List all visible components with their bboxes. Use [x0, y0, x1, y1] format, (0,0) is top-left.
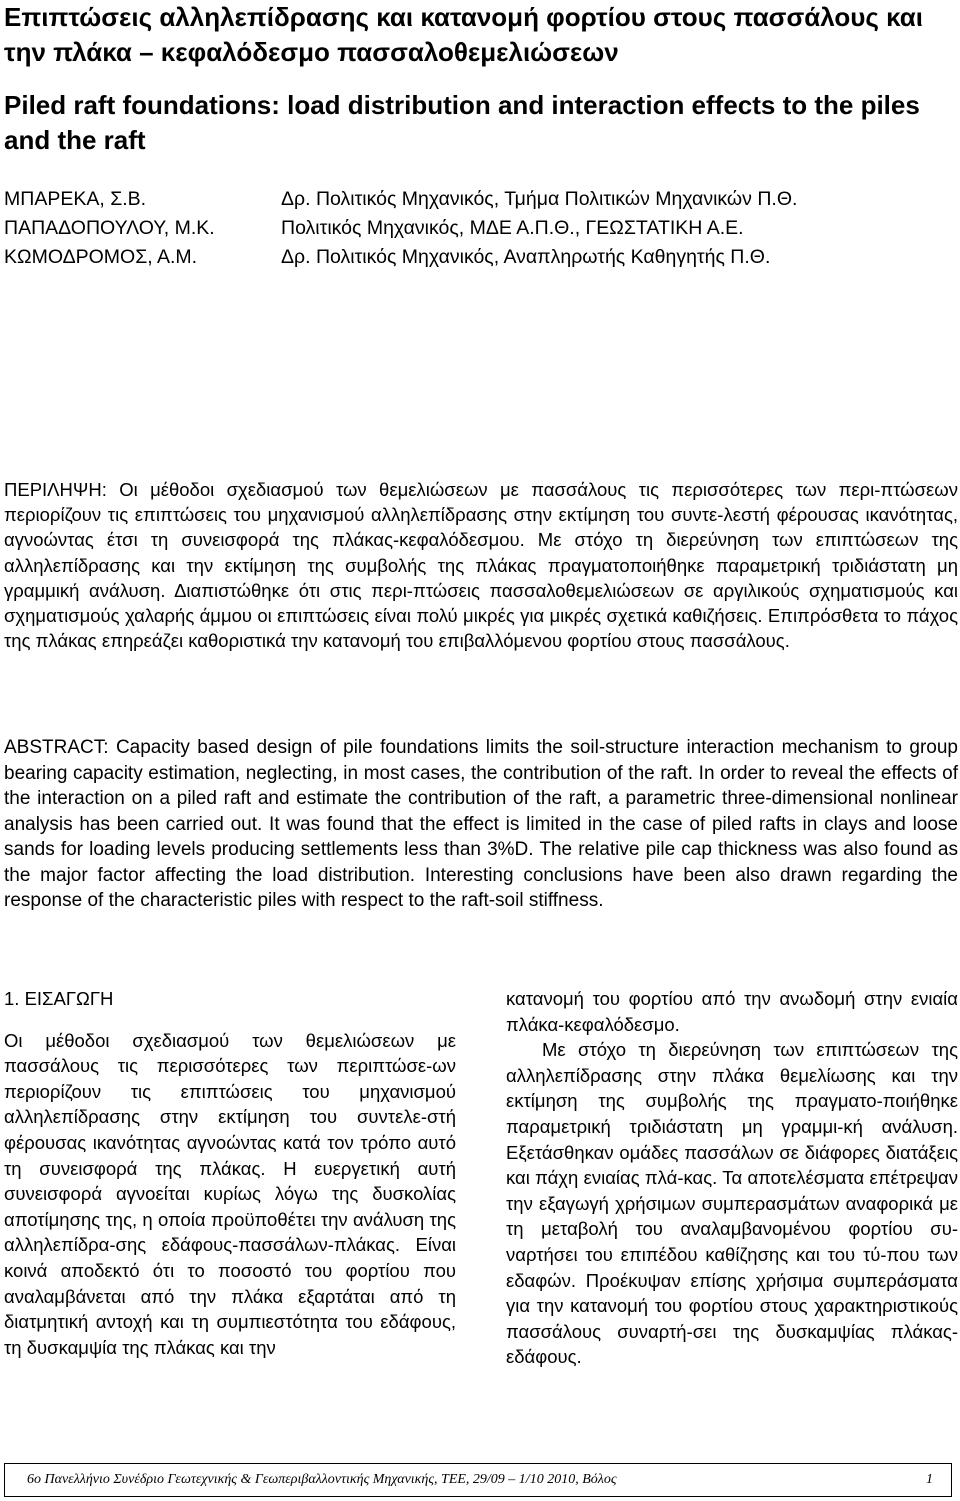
- author-affiliation: Δρ. Πολιτικός Μηχανικός, Αναπληρωτής Καθηγητής Π.Θ.: [281, 246, 771, 268]
- paper-title-greek: Επιπτώσεις αλληλεπίδρασης και κατανομή φορτίου στους πασσάλους και την πλάκα – κεφαλόδεσμο πασσαλοθεμελιώσεων: [4, 2, 923, 67]
- page-footer: [4, 1463, 952, 1497]
- author-row: [4, 185, 958, 214]
- author-name: ΠΑΠΑΔΟΠΟΥΛΟΥ, Μ.Κ.: [4, 217, 215, 239]
- abstract-greek: ΠΕΡΙΛΗΨΗ: Οι μέθοδοι σχεδιασμού των θεμελιώσεων με πασσάλους τις περισσότερες των περι-πτώσεων περιορίζουν τις επιπτώσεις του μηχανισμού αλληλεπίδρασης στην εκτίμηση του συντε-λεστή φέρουσας ικανότητας, αγνοώντας έτσι τη συνεισφορά της πλάκας-κεφαλόδεσμου. Με στόχο τη διερεύνηση των επιπτώσεων της αλληλεπίδρασης και την εκτίμηση της συμβολής της πλάκας πραγματοποιήθηκε παραμετρική τριδιάστατη μη γραμμική ανάλυση. Διαπιστώθηκε ότι στις περι-πτώσεις πασσαλοθεμελιώσεων σε αργιλικούς σχηματισμούς και σχηματισμούς χαλαρής άμμου οι επιπτώσεις είναι πολύ μικρές για μικρές σχετικά καθιζήσεις. Επιπρόσθετα το πάχος της πλάκας επηρεάζει καθοριστικά την κατανομή του επιβαλλόμενου φορτίου στους πασσάλους.: [4, 479, 958, 652]
- body-column-right: [506, 986, 958, 1370]
- abstract-english: ABSTRACT: Capacity based design of pile foundations limits the soil-structure interaction mechanism to group bearing capacity estimation, neglecting, in most cases, the contribution of the raft. In order to reveal the effects of the interaction on a piled raft and estimate the contribution of the raft, a parametric three-dimensional nonlinear analysis has been carried out. It was found that the effect is limited in the case of piled rafts in clays and loose sands for loading levels producing settlements less than 3%D. The relative pile cap thickness was also found as the major factor affecting the load distribution. Interesting conclusions have been also drawn regarding the response of the characteristic piles with respect to the raft-soil stiffness.: [4, 737, 958, 911]
- author-name: ΚΩΜΟΔΡΟΜΟΣ, Α.Μ.: [4, 246, 198, 268]
- body-paragraph: Οι μέθοδοι σχεδιασμού των θεμελιώσεων με πασσάλους τις περισσότερες των περιπτώσε-ων περιορίζουν τις επιπτώσεις του μηχανισμού αλληλεπίδρασης στην εκτίμηση του συντελε-στή φέρουσας ικανότητας αγνοώντας κατά τον τρόπο αυτό τη συνεισφορά της πλάκας. Η ευεργετική αυτή συνεισφορά αγνοείται κυρίως λόγω της δυσκολίας αποτίμησης της, η οποία προϋποθέτει την ανάλυση της αλληλεπίδρα-σης εδάφους-πασσάλων-πλάκας. Είναι κοινά αποδεκτό ότι το ποσοστό του φορτίου που αναλαμβάνεται από την πλάκα εξαρτάται από τη διατμητική αντοχή και τη συμπιεστότητα του εδάφους, τη δυσκαμψία της πλάκας και την: [4, 1029, 456, 1358]
- paper-title-english: Piled raft foundations: load distribution and interaction effects to the piles and the raft: [4, 90, 920, 155]
- body-column-left: [4, 986, 456, 1360]
- section-heading: 1. ΕΙΣΑΓΩΓΗ: [4, 988, 114, 1009]
- body-paragraph: κατανομή του φορτίου από την ανωδομή στην ενιαία πλάκα-κεφαλόδεσμο.: [506, 988, 958, 1035]
- author-row: [4, 214, 958, 243]
- author-row: [4, 243, 958, 272]
- footer-conference: 6ο Πανελλήνιο Συνέδριο Γεωτεχνικής & Γεωπεριβαλλοντικής Μηχανικής, ΤΕΕ, 29/09 – 1/10 2010, Βόλος: [27, 1472, 617, 1487]
- author-name: ΜΠΑΡΕΚΑ, Σ.Β.: [4, 188, 147, 210]
- body-paragraph: Με στόχο τη διερεύνηση των επιπτώσεων της αλληλεπίδρασης στην πλάκα θεμελίωσης και την εκτίμηση της συμβολής της πραγματο-ποιήθηκε παραμετρική τριδιάστατη μη γραμμι-κή ανάλυση. Εξετάσθηκαν ομάδες πασσάλων σε διάφορες διατάξεις και πάχη ενιαίας πλά-κας. Τα αποτελέσματα επέτρεψαν την εξαγωγή χρήσιμων συμπερασμάτων αναφορικά με τη μεταβολή του αναλαμβανομένου φορτίου συ-ναρτήσει του επιπέδου καθίζησης και του τύ-που των εδαφών. Προέκυψαν επίσης χρήσιμα συμπεράσματα για την κατανομή του φορτίου στους χαρακτηριστικούς πασσάλους συναρτή-σει της δυσκαμψίας πλάκας-εδάφους.: [506, 1039, 958, 1368]
- author-list: [4, 185, 958, 272]
- author-affiliation: Δρ. Πολιτικός Μηχανικός, Τμήμα Πολιτικών Μηχανικών Π.Θ.: [281, 188, 798, 210]
- author-affiliation: Πολιτικός Μηχανικός, ΜΔΕ Α.Π.Θ., ΓΕΩΣΤΑΤΙΚΗ Α.Ε.: [281, 217, 744, 239]
- page-number: 1: [926, 1472, 933, 1487]
